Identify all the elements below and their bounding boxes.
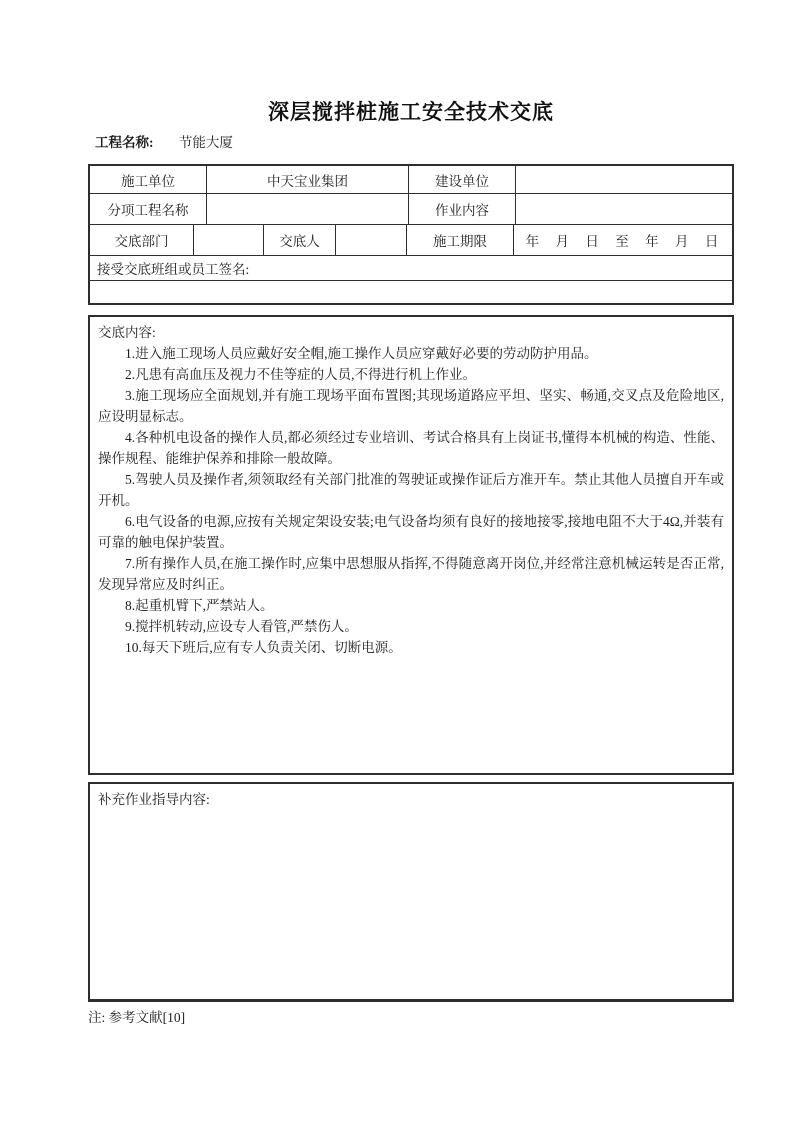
- content-item-6: 6.电气设备的电源,应按有关规定架设安装;电气设备均须有良好的接地接零,接地电阻不大于4Ω,并装有可靠的触电保护装置。: [98, 514, 724, 550]
- content-item-2: 2.凡患有高血压及视力不佳等症的人员,不得进行机上作业。: [125, 367, 476, 382]
- content-item-9: 9.搅拌机转动,应设专人看管,严禁伤人。: [125, 619, 358, 634]
- table-row: [90, 225, 732, 256]
- document-title: 深层搅拌桩施工安全技术交底: [268, 100, 554, 124]
- info-table: [88, 164, 734, 305]
- construction-period-label: 施工期限: [407, 225, 514, 255]
- disclosure-dept-value: [194, 225, 264, 255]
- discloser-value: [336, 225, 407, 255]
- content-item-8: 8.起重机臂下,严禁站人。: [125, 598, 274, 613]
- work-content-value: [516, 194, 732, 224]
- table-row: [90, 194, 732, 225]
- footer-note: 注: 参考文献[10]: [88, 1010, 186, 1025]
- construction-period-value: 年 月 日 至 年 月 日: [525, 234, 721, 249]
- supplement-heading: 补充作业指导内容:: [98, 792, 210, 807]
- content-item-5: 5.驾驶人员及操作者,须领取经有关部门批准的驾驶证或操作证后方准开车。禁止其他人员擅自开车或开机。: [98, 472, 724, 508]
- disclosure-dept-label: 交底部门: [90, 225, 194, 255]
- content-item-3: 3.施工现场应全面规划,并有施工现场平面布置图;其现场道路应平坦、坚实、畅通,交叉点及危险地区,应设明显标志。: [98, 388, 724, 424]
- project-name-line: [95, 131, 233, 151]
- table-row: [90, 166, 732, 194]
- content-item-10: 10.每天下班后,应有专人负责关闭、切断电源。: [125, 640, 402, 655]
- signature-label-row: 接受交底班组或员工签名:: [90, 256, 732, 281]
- work-content-label: 作业内容: [409, 194, 516, 224]
- disclosure-content-heading: 交底内容:: [98, 325, 156, 340]
- disclosure-content-box: [88, 315, 734, 775]
- build-unit-value: [516, 166, 732, 193]
- content-item-1: 1.进入施工现场人员应戴好安全帽,施工操作人员应穿戴好必要的劳动防护用品。: [125, 346, 598, 361]
- content-item-7: 7.所有操作人员,在施工操作时,应集中思想服从指挥,不得随意离开岗位,并经常注意机械运转是否正常,发现异常应及时纠正。: [98, 556, 724, 592]
- sub-project-value: [207, 194, 409, 224]
- project-name-label: 工程名称:: [95, 135, 154, 150]
- sub-project-label: 分项工程名称: [90, 194, 207, 224]
- project-name-value: 节能大厦: [178, 135, 233, 150]
- build-unit-label: 建设单位: [409, 166, 516, 193]
- supplement-box: [88, 782, 734, 1002]
- content-item-4: 4.各种机电设备的操作人员,都必须经过专业培训、考试合格具有上岗证书,懂得本机械的构造、性能、操作规程、能维护保养和排除一般故障。: [98, 430, 724, 466]
- construction-unit-label: 施工单位: [90, 166, 207, 193]
- construction-unit-value: 中天宝业集团: [207, 166, 409, 193]
- signature-blank-row: [90, 281, 732, 303]
- discloser-label: 交底人: [264, 225, 336, 255]
